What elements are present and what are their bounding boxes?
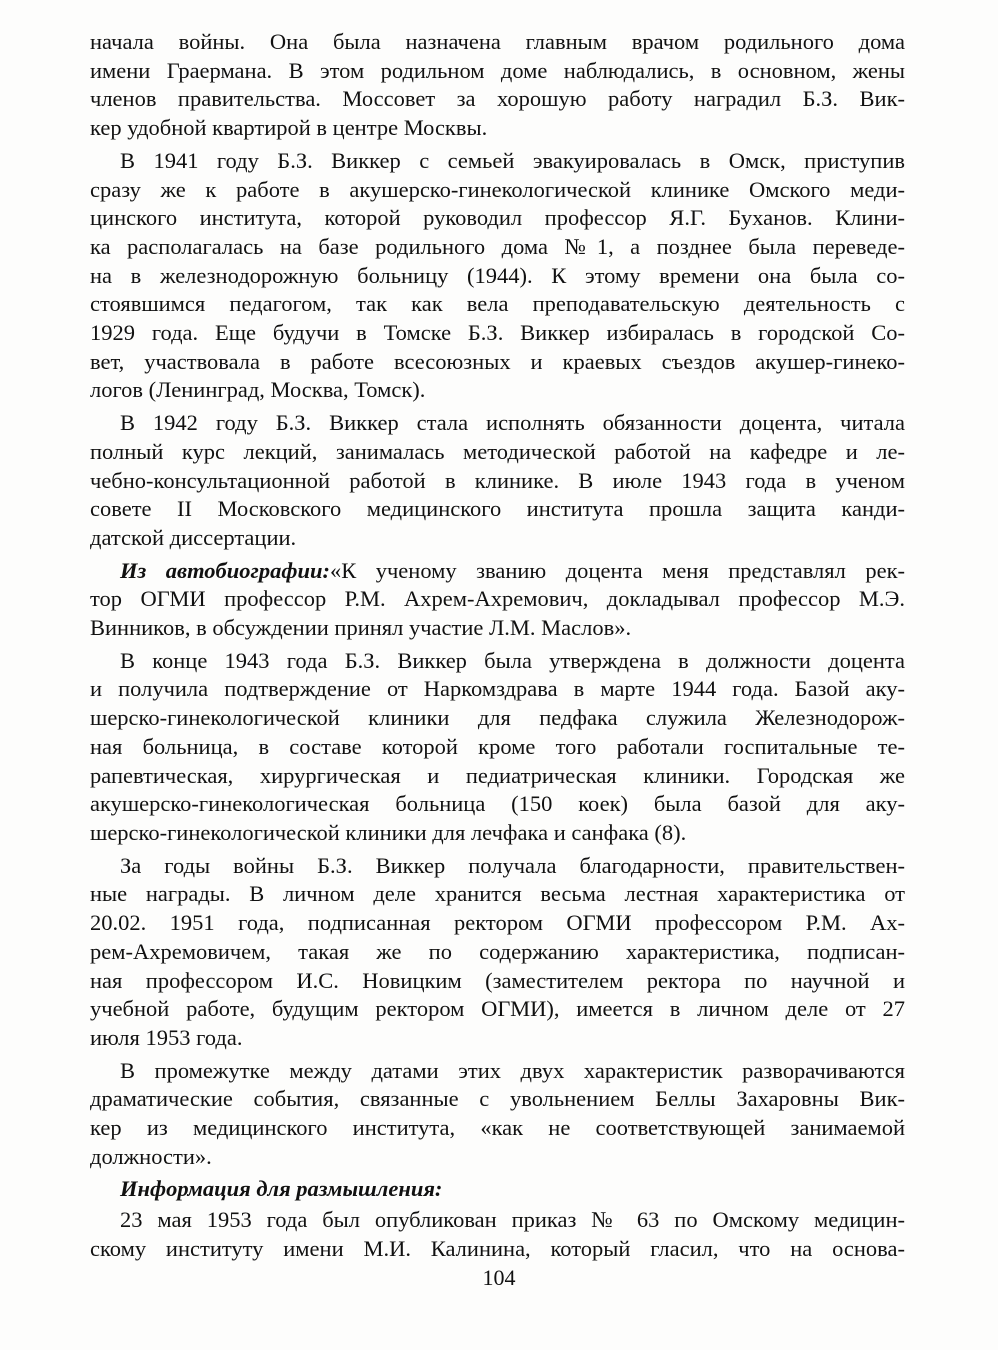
- text-line: вет, участвовала в работе всесоюзных и краевых съездов акушер-гинеко-: [90, 348, 905, 374]
- text-line: тор ОГМИ профессор Р.М. Ахрем-Ахремович, докладывал профессор М.Э.: [90, 586, 905, 612]
- text-line: имени Граермана. В этом родильном доме наблюдались, в основном, жены: [90, 57, 905, 83]
- text-line: кер из медицинского института, «как не соответствующей занимаемой: [90, 1115, 905, 1141]
- page-number: 104: [482, 1265, 516, 1290]
- paragraph-3: [90, 409, 905, 553]
- text-line: ные награды. В личном деле хранится весьма лестная характеристика от: [90, 881, 905, 907]
- text-line: ная больница, в составе которой кроме того работали госпитальные те-: [90, 733, 905, 759]
- text-line: учебной работе, будущим ректором ОГМИ), имеется в личном деле от 27: [90, 996, 905, 1022]
- autobiography-first-line: «К ученому званию доцента меня представлял рек-: [329, 557, 905, 583]
- text-line: драматические события, связанные с увольнением Беллы Захаровны Вик-: [90, 1086, 905, 1112]
- text-line: шерско-гинекологической клиники для лечфака и санфака (8).: [90, 819, 687, 845]
- body-text: [90, 28, 905, 1268]
- text-line: членов правительства. Моссовет за хорошую работу наградил Б.З. Вик-: [90, 86, 905, 112]
- text-line: В промежутке между датами этих двух характеристик разворачиваются: [120, 1057, 905, 1083]
- text-line: 1929 года. Еще будучи в Томске Б.З. Виккер избиралась в городской Со-: [90, 320, 905, 346]
- paragraph-1: [90, 28, 905, 143]
- text-line: кер удобной квартирой в центре Москвы.: [90, 115, 488, 141]
- text-line: стоявшимся педагогом, так как вела преподавательскую деятельность с: [90, 291, 905, 317]
- text-line: чебно-консультационной работой в клинике. В июле 1943 года в ученом: [90, 467, 905, 493]
- text-line: рапевтическая, хирургическая и педиатрическая клиники. Городская же: [90, 762, 905, 788]
- autobiography-quote: [90, 557, 905, 643]
- text-line: Винников, в обсуждении принял участие Л.М. Маслов».: [90, 615, 632, 641]
- text-line: скому институту имени М.И. Калинина, который гласил, что на основа-: [90, 1235, 905, 1261]
- text-line: логов (Ленинград, Москва, Томск).: [90, 377, 426, 403]
- text-line: ная профессором И.С. Новицким (заместителем ректора по научной и: [90, 967, 905, 993]
- text-line: июля 1953 года.: [90, 1024, 243, 1050]
- text-line: начала войны. Она была назначена главным врачом родильного дома: [90, 29, 905, 54]
- text-line: полный курс лекций, занималась методической работой на кафедре и ле-: [90, 438, 905, 464]
- text-line: сразу же к работе в акушерско-гинекологической клинике Омского меди-: [90, 176, 905, 202]
- text-line: ка располагалась на базе родильного дома №1, а позднее была переведе-: [90, 233, 905, 259]
- text-line: и получила подтверждение от Наркомздрава в марте 1944 года. Базой аку-: [90, 676, 905, 702]
- text-line: 20.02. 1951 года, подписанная ректором ОГМИ профессором Р.М. Ах-: [90, 910, 905, 936]
- text-line: За годы войны Б.З. Виккер получала благодарности, правительствен-: [120, 852, 905, 878]
- info-heading: Информация для размышления:: [120, 1176, 443, 1202]
- autobiography-label: Из автобиографии:: [120, 557, 330, 583]
- text-line: В 1942 году Б.З. Виккер стала исполнять обязанности доцента, читала: [120, 410, 905, 436]
- text-line: должности».: [90, 1143, 212, 1169]
- paragraph-2: [90, 147, 905, 405]
- paragraph-5: [90, 852, 905, 1053]
- text-line: [90, 557, 905, 586]
- text-line: шерско-гинекологической клиники для педфака служила Железнодорож-: [90, 705, 905, 731]
- text-line: на в железнодорожную больницу (1944). К этому времени она была со-: [90, 262, 905, 288]
- text-line: акушерско-гинекологическая больница (150 коек) была базой для аку-: [90, 791, 905, 817]
- text-line: 23 мая 1953 года был опубликован приказ № 63 по Омскому медицин-: [120, 1207, 905, 1233]
- text-line: В 1941 году Б.З. Виккер с семьей эвакуировалась в Омск, приступив: [120, 147, 905, 173]
- paragraph-4: [90, 647, 905, 848]
- paragraph-6: [90, 1057, 905, 1172]
- text-line: датской диссертации.: [90, 524, 297, 550]
- text-line: совете II Московского медицинского института прошла защита канди-: [90, 496, 905, 522]
- text-line: рем-Ахремовичем, такая же по содержанию характеристика, подписан-: [90, 938, 905, 964]
- text-line: цинского института, которой руководил профессор Я.Г. Буханов. Клини-: [90, 205, 905, 231]
- paragraph-7: [90, 1206, 905, 1263]
- text-line: В конце 1943 года Б.З. Виккер была утверждена в должности доцента: [120, 647, 905, 673]
